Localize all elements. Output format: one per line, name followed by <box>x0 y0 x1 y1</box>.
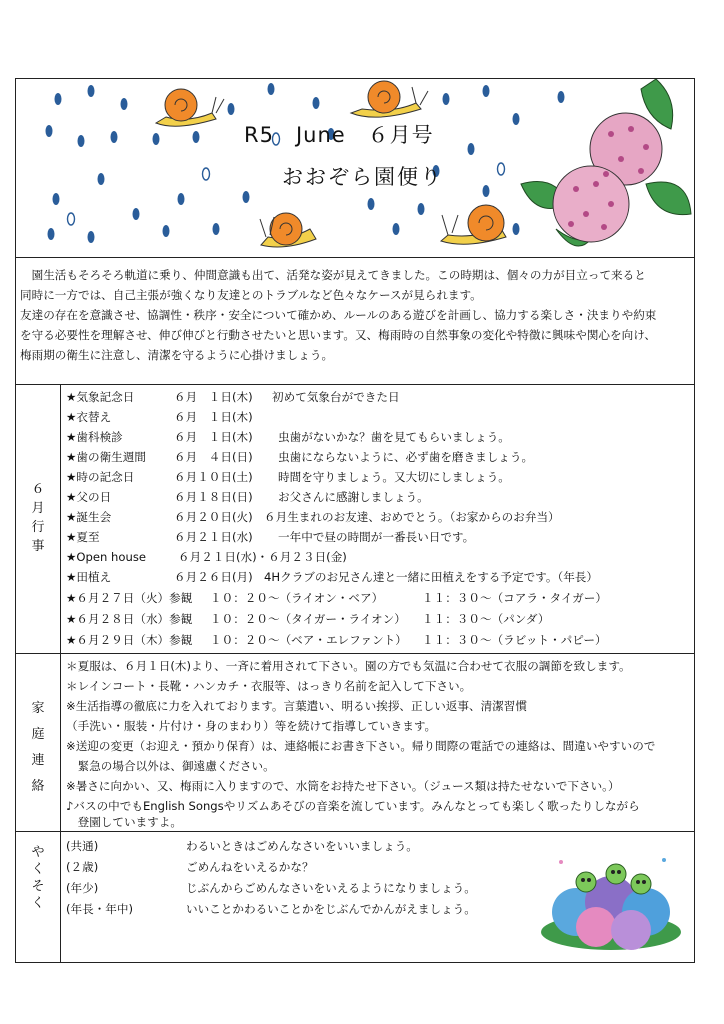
event-name: ★気象記念日 <box>66 390 135 404</box>
visit-day: ★６月２９日（木）参観 <box>66 633 193 647</box>
label-char: 絡 <box>31 779 45 794</box>
promise-group: (年長・年中) <box>66 902 134 916</box>
label-char: 連 <box>31 753 45 768</box>
event-date: ６月２６日(月) <box>174 570 253 584</box>
intro-line: を守る必要性を理解させ、伸び伸びと行動させたいと思います。又、梅雨時の自然事象の変化や特徴に興味や関心を向け、 <box>20 328 656 342</box>
visit-slot-1: １０：２０～（タイガー・ライオン） <box>210 612 406 626</box>
label-char: く <box>31 896 45 911</box>
notice-line: ※生活指導の徹底に力を入れております。言葉遣い、明るい挨拶、正しい返事、清潔習慣 <box>66 699 527 713</box>
event-name: ★田植え <box>66 570 112 584</box>
home-notices-section <box>16 654 694 832</box>
june-events-section <box>16 385 694 654</box>
visit-slot-1: １０：２０～（ライオン・ベア） <box>210 591 384 605</box>
label-char: く <box>31 862 45 877</box>
promise-text: いいことかわるいことかをじぶんでかんがえましょう。 <box>186 902 476 916</box>
event-date: ６月２０日(火) <box>174 510 253 524</box>
event-note: 一年中で昼の時間が一番長い日です。 <box>278 530 475 544</box>
notice-line: ※送迎の変更（お迎え・預かり保育）は、連絡帳にお書き下さい。帰り間際の電話での連絡は、間違いやすいので <box>66 739 656 753</box>
label-char: 庭 <box>31 727 45 742</box>
promise-section <box>16 832 694 963</box>
intro-line: 園生活もそろそろ軌道に乗り、仲間意識も出て、活発な姿が見えてきました。この時期は、個々の力が目立って来ると <box>20 268 646 282</box>
snail-bottom-left <box>260 213 316 247</box>
newsletter-issue-title: R5 June ６月号 <box>244 123 434 147</box>
event-name: ★歯科検診 <box>66 430 123 444</box>
frog-hydrangea-illustration <box>536 842 686 952</box>
event-date: ６月１８日(日) <box>174 490 253 504</box>
label-char: 事 <box>31 539 45 554</box>
event-note: 4Hクラブのお兄さん達と一緒に田植えをする予定です。（年長） <box>264 570 598 584</box>
promise-text: ごめんねをいえるかな？ <box>186 860 314 874</box>
event-date: ６月１０日(土) <box>174 470 253 484</box>
event-date: ６月 ４日(日) <box>174 450 253 464</box>
event-note: 初めて気象台ができた日 <box>272 390 400 404</box>
event-note: お父さんに感謝しましょう。 <box>278 490 429 504</box>
section-label <box>24 480 52 556</box>
intro-message <box>16 257 694 385</box>
event-note: 虫歯がないかな？歯を見てもらいましょう。 <box>278 430 510 444</box>
snail-top <box>351 81 428 117</box>
visit-slot-2: １１：３０～（ラビット・パピー） <box>422 633 607 647</box>
event-name: ★父の日 <box>66 490 112 504</box>
label-char: 家 <box>31 701 45 716</box>
visit-slot-2: １１：３０～（コアラ・タイガー） <box>422 591 607 605</box>
notice-line: ※暑さに向かい、又、梅雨に入りますので、水筒をお持たせ下さい。（ジュース類は持たせないで下さい。） <box>66 779 620 793</box>
snail-left <box>156 89 224 126</box>
event-date: ６月２１日(水)・６月２３日(金) <box>178 550 347 564</box>
promise-text: じぶんからごめんなさいをいえるようになりましょう。 <box>186 881 476 895</box>
section-label-column <box>16 385 61 653</box>
label-char: や <box>31 845 45 860</box>
visit-slot-1: １０：２０～（ベア・エレファント） <box>210 633 407 647</box>
notice-line: ＊レインコート・長靴・ハンカチ・衣服等、はっきり名前を記入して下さい。 <box>66 679 472 693</box>
notice-line: （手洗い・服装・片付け・身のまわり）等を続けて指導していきます。 <box>66 719 437 733</box>
event-date: ６月 １日(木) <box>174 390 253 404</box>
hydrangea-illustration <box>521 79 691 246</box>
label-char: ６ <box>31 482 45 497</box>
notice-line: ♪バスの中でもEnglish Songsやリズムあそびの音楽を流しています。みんなとっても楽しく歌ったりしながら <box>66 799 640 813</box>
label-char: そ <box>31 879 45 894</box>
event-date: ６月 １日(木) <box>174 410 253 424</box>
promise-group: (２歳) <box>66 860 99 874</box>
newsletter-name: おおぞら園便り <box>282 165 443 189</box>
promise-text: わるいときはごめんなさいをいいましょう。 <box>186 839 418 853</box>
event-date: ６月２１日(水) <box>174 530 253 544</box>
section-label-column <box>16 654 61 831</box>
event-name: ★Open house <box>66 550 147 564</box>
intro-line: 梅雨期の衛生に注意し、清潔を守るように心掛けましょう。 <box>20 348 334 362</box>
event-date: ６月 １日(木) <box>174 430 253 444</box>
visit-slot-2: １１：３０～（パンダ） <box>422 612 550 626</box>
event-name: ★歯の衛生週間 <box>66 450 146 464</box>
label-char: 行 <box>31 520 45 535</box>
visit-day: ★６月２７日（火）参観 <box>66 591 193 605</box>
promise-group: (共通) <box>66 839 99 853</box>
notice-line: 緊急の場合以外は、御遠慮ください。 <box>66 759 275 773</box>
section-label <box>24 696 52 800</box>
label-char: 月 <box>31 501 45 516</box>
snail-bottom-right <box>441 205 506 244</box>
event-note: ６月生まれのお友達、おめでとう。（お家からのお弁当） <box>264 510 560 524</box>
event-name: ★時の記念日 <box>66 470 135 484</box>
event-name: ★衣替え <box>66 410 112 424</box>
notice-line: ＊夏服は、６月１日(木)より、一斉に着用されて下さい。園の方でも気温に合わせて衣服の調節を致します。 <box>66 659 631 673</box>
notice-line: 登園していますよ。 <box>66 815 182 829</box>
event-note: 虫歯にならないように、必ず歯を磨きましょう。 <box>278 450 534 464</box>
newsletter-page <box>15 78 695 963</box>
section-label <box>24 844 52 912</box>
newsletter-header <box>16 79 694 258</box>
visit-day: ★６月２８日（水）参観 <box>66 612 193 626</box>
event-name: ★夏至 <box>66 530 100 544</box>
intro-line: 同時に一方では、自己主張が強くなり友達とのトラブルなど色々なケースが見られます。 <box>20 288 482 302</box>
section-label-column <box>16 832 61 963</box>
promise-group: (年少) <box>66 881 99 895</box>
intro-line: 友達の存在を意識させ、協調性・秩序・安全について確かめ、ルールのある遊びを計画し、協力する楽しさ・決まりや約束 <box>20 308 657 322</box>
event-name: ★誕生会 <box>66 510 112 524</box>
event-note: 時間を守りましょう。又大切にしましょう。 <box>278 470 510 484</box>
